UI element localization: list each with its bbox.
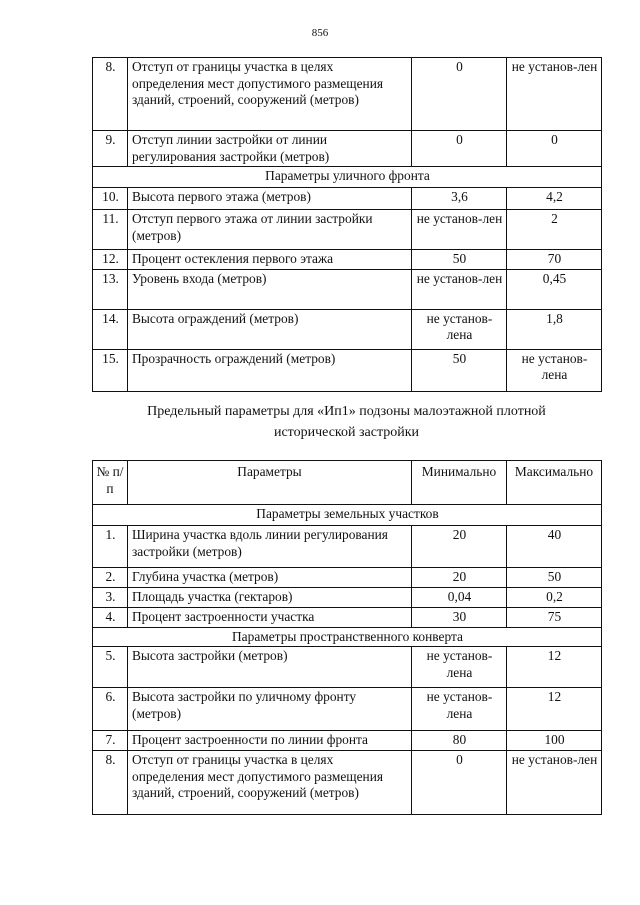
parameter-name: Глубина участка (метров) — [128, 568, 412, 588]
section-heading-line-2: исторической застройки — [273, 425, 420, 440]
parameter-name: Прозрачность ограждений (метров) — [128, 349, 412, 391]
section-title: Параметры земельных участков — [93, 505, 602, 526]
section-row — [93, 167, 602, 188]
parameter-name: Процент застроенности участка — [128, 607, 412, 627]
min-value: 0,04 — [412, 588, 507, 608]
parameter-name: Отступ от границы участка в целях определения мест допустимого размещения зданий, строений, сооружений (метров) — [128, 58, 412, 131]
header-num: № п/п — [93, 461, 128, 505]
min-value: 0 — [412, 131, 507, 167]
max-value: не установ-лена — [507, 349, 602, 391]
max-value: 2 — [507, 210, 602, 250]
parameter-name: Высота застройки по уличному фронту (метров) — [128, 688, 412, 731]
max-value: 12 — [507, 647, 602, 688]
min-value: не установ-лена — [412, 647, 507, 688]
row-number: 14. — [93, 309, 128, 349]
row-number: 4. — [93, 607, 128, 627]
parameter-name: Уровень входа (метров) — [128, 269, 412, 309]
max-value: 4,2 — [507, 188, 602, 210]
table-row — [93, 731, 602, 751]
min-value: 20 — [412, 526, 507, 568]
header-param: Параметры — [128, 461, 412, 505]
row-number: 6. — [93, 688, 128, 731]
min-value: 50 — [412, 349, 507, 391]
page-number: 856 — [311, 27, 329, 39]
min-value: 20 — [412, 568, 507, 588]
row-number: 9. — [93, 131, 128, 167]
row-number: 8. — [93, 58, 128, 131]
row-number: 3. — [93, 588, 128, 608]
table-row — [93, 210, 602, 250]
table-row — [93, 568, 602, 588]
row-number: 10. — [93, 188, 128, 210]
section-title: Параметры пространственного конверта — [93, 627, 602, 647]
table-row — [93, 269, 602, 309]
min-value: не установ-лена — [412, 688, 507, 731]
section-row — [93, 627, 602, 647]
parameter-name: Высота первого этажа (метров) — [128, 188, 412, 210]
table-row — [93, 526, 602, 568]
max-value: не установ-лен — [507, 58, 602, 131]
table-row — [93, 349, 602, 391]
max-value: 75 — [507, 607, 602, 627]
max-value: 40 — [507, 526, 602, 568]
max-value: 50 — [507, 568, 602, 588]
min-value: 0 — [412, 751, 507, 815]
table-row — [93, 607, 602, 627]
row-number: 5. — [93, 647, 128, 688]
max-value: 0 — [507, 131, 602, 167]
max-value: 0,45 — [507, 269, 602, 309]
max-value: 100 — [507, 731, 602, 751]
parameter-name: Отступ линии застройки от линии регулирования застройки (метров) — [128, 131, 412, 167]
section-title: Параметры уличного фронта — [93, 167, 602, 188]
table-row — [93, 131, 602, 167]
table-row — [93, 688, 602, 731]
max-value: 12 — [507, 688, 602, 731]
min-value: не установ-лен — [412, 269, 507, 309]
table-row — [93, 751, 602, 815]
parameter-name: Отступ от границы участка в целях определения мест допустимого размещения зданий, строений, сооружений (метров) — [128, 751, 412, 815]
parameter-name: Процент застроенности по линии фронта — [128, 731, 412, 751]
row-number: 11. — [93, 210, 128, 250]
header-min: Минимально — [412, 461, 507, 505]
max-value: не установ-лен — [507, 751, 602, 815]
table-row — [93, 588, 602, 608]
parameter-name: Отступ первого этажа от линии застройки (метров) — [128, 210, 412, 250]
min-value: 0 — [412, 58, 507, 131]
parameter-name: Площадь участка (гектаров) — [128, 588, 412, 608]
parameters-table-continued — [92, 57, 602, 392]
row-number: 7. — [93, 731, 128, 751]
row-number: 12. — [93, 250, 128, 270]
row-number: 8. — [93, 751, 128, 815]
row-number: 1. — [93, 526, 128, 568]
min-value: 30 — [412, 607, 507, 627]
parameter-name: Процент остекления первого этажа — [128, 250, 412, 270]
section-row — [93, 505, 602, 526]
min-value: 50 — [412, 250, 507, 270]
max-value: 1,8 — [507, 309, 602, 349]
table-row — [93, 647, 602, 688]
ip1-parameters-table — [92, 460, 602, 815]
table-row — [93, 58, 602, 131]
parameter-name: Ширина участка вдоль линии регулирования застройки (метров) — [128, 526, 412, 568]
min-value: 3,6 — [412, 188, 507, 210]
max-value: 70 — [507, 250, 602, 270]
row-number: 2. — [93, 568, 128, 588]
section-heading — [92, 401, 601, 443]
min-value: не установ-лен — [412, 210, 507, 250]
max-value: 0,2 — [507, 588, 602, 608]
header-max: Максимально — [507, 461, 602, 505]
section-heading-line-1: Предельный параметры для «Ип1» подзоны малоэтажной плотной — [147, 404, 546, 419]
table-header-row — [93, 461, 602, 505]
parameter-name: Высота застройки (метров) — [128, 647, 412, 688]
table-row — [93, 309, 602, 349]
row-number: 15. — [93, 349, 128, 391]
min-value: 80 — [412, 731, 507, 751]
table-row — [93, 250, 602, 270]
parameter-name: Высота ограждений (метров) — [128, 309, 412, 349]
min-value: не установ-лена — [412, 309, 507, 349]
row-number: 13. — [93, 269, 128, 309]
table-row — [93, 188, 602, 210]
